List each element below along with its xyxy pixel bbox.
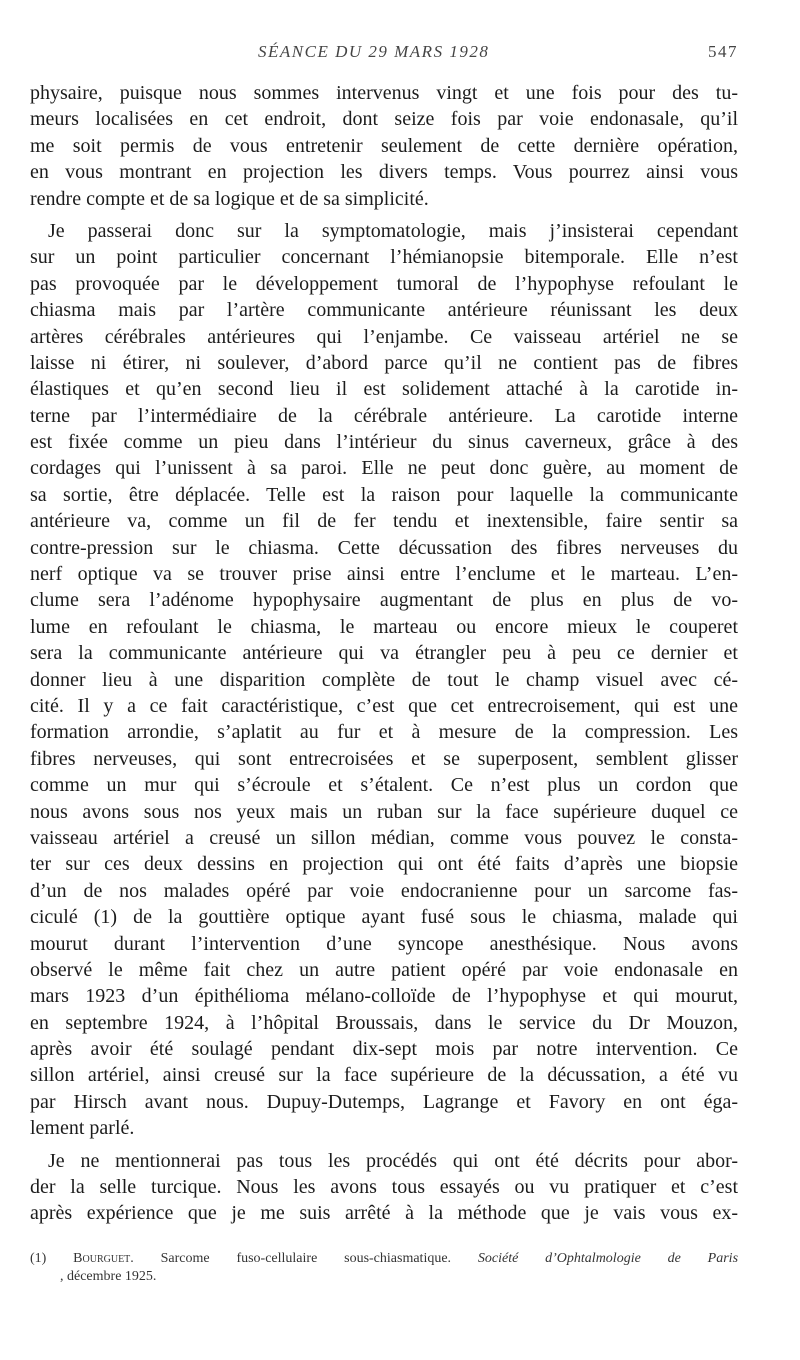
text-line: cordages qui l’unissent à sa paroi. Elle ne peut donc guère, au moment de: [30, 457, 738, 480]
text-line: vaisseau artériel a creusé un sillon médian, comme vous pouvez le consta-: [30, 826, 738, 849]
text-line: laisse ni étirer, ni soulever, d’abord parce qu’il ne contient pas de fibres: [30, 351, 738, 374]
text-line: sur un point particulier concernant l’hémianopsie bitemporale. Elle n’est: [30, 246, 738, 269]
text-line: nerf optique va se trouver prise ainsi entre l’enclume et le marteau. L’en-: [30, 563, 738, 586]
text-line: après expérience que je me suis arrêté à la méthode que je vais vous ex-: [30, 1202, 738, 1225]
footnote-source: Société d’Ophtalmologie de Paris: [477, 1251, 739, 1266]
text-line: cité. Il y a ce fait caractéristique, c’est que cet entrecroisement, qui est une: [30, 694, 738, 717]
text-line: élastiques et qu’en second lieu il est solidement attaché à la carotide in-: [30, 378, 738, 401]
text-line: Je ne mentionnerai pas tous les procédés qui ont été décrits pour abor-: [48, 1149, 738, 1172]
text-line: rendre compte et de sa logique et de sa simplicité.: [30, 187, 429, 210]
text-line: mourut durant l’intervention d’une syncope anesthésique. Nous avons: [30, 932, 738, 955]
text-line: lement parlé.: [30, 1117, 135, 1140]
text-line: donner lieu à une disparition complète de tout le champ visuel avec cé-: [30, 668, 738, 691]
paragraph: [30, 218, 738, 1142]
footnote-author: Bourguet: [73, 1251, 131, 1266]
text-line: physaire, puisque nous sommes intervenus vingt et une fois pour des tu-: [30, 82, 738, 104]
text-line: après avoir été soulagé pendant dix-sept mois par notre intervention. Ce: [30, 1038, 738, 1061]
text-line: formation arrondie, s’aplatit au fur et à mesure de la compression. Les: [30, 721, 738, 744]
text-line: ter sur ces deux dessins en projection qui ont été faits d’après une biopsie: [30, 853, 738, 876]
text-line: en septembre 1924, à l’hôpital Broussais, dans le service du Dr Mouzon,: [30, 1011, 738, 1034]
footnote-line: [30, 1250, 738, 1268]
text-line: artères cérébrales antérieures qui l’enjambe. Ce vaisseau artériel ne se: [30, 325, 738, 348]
text-line: clume sera l’adénome hypophysaire augmentant de plus en plus de vo-: [30, 589, 738, 612]
text-line: sera la communicante antérieure qui va étrangler peu à peu ce dernier et: [30, 642, 738, 665]
text-line: contre-pression sur le chiasma. Cette décussation des fibres nerveuses du: [30, 536, 738, 559]
paragraph: [30, 1148, 738, 1227]
text-line: me soit permis de vous entretenir seulement de cette dernière opération,: [30, 134, 738, 157]
text-line: mars 1923 d’un épithélioma mélano-colloïde de l’hypophyse et qui mourut,: [30, 985, 738, 1008]
text-line: comme un mur qui s’écroule et s’étalent. Ce n’est plus un cordon que: [30, 774, 738, 797]
footnote-line: [30, 1268, 738, 1286]
text-line: nous avons sous nos yeux mais un ruban sur la face supérieure duquel ce: [30, 800, 738, 823]
footnote-text: . Sarcome fuso-cellulaire sous-chiasmatique.: [130, 1251, 452, 1266]
text-line: chiasma mais par l’artère communicante antérieure réunissant les deux: [30, 299, 738, 322]
footnote-marker: (1): [30, 1251, 47, 1266]
text-line: sa sortie, être déplacée. Telle est la raison pour laquelle la communicante: [30, 483, 738, 506]
text-line: ciculé (1) de la gouttière optique ayant fusé sous le chiasma, malade qui: [30, 906, 738, 929]
text-line: fibres nerveuses, qui sont entrecroisées et se superposent, semblent glisser: [30, 747, 738, 770]
text-line: antérieure va, comme un fil de fer tendu et inextensible, faire sentir sa: [30, 510, 738, 533]
running-title: SÉANCE DU 29 MARS 1928: [258, 42, 490, 61]
paragraph: [30, 80, 738, 212]
footnote: [30, 1250, 738, 1286]
text-line: der la selle turcique. Nous les avons tous essayés ou vu pratiquer et c’est: [30, 1176, 738, 1199]
running-head: [258, 40, 738, 68]
text-line: observé le même fait chez un autre patient opéré par voie endonasale en: [30, 958, 738, 981]
page-number: 547: [708, 42, 738, 61]
text-line: pas provoquée par le développement tumoral de l’hypophyse refoulant le: [30, 272, 738, 295]
text-line: par Hirsch avant nous. Dupuy-Dutemps, Lagrange et Favory en ont éga-: [30, 1090, 738, 1113]
text-line: d’un de nos malades opéré par voie endocranienne pour un sarcome fas-: [30, 879, 738, 902]
text-line: en vous montrant en projection les divers temps. Vous pourrez ainsi vous: [30, 161, 738, 184]
text-line: terne par l’intermédiaire de la cérébrale antérieure. La carotide interne: [30, 404, 738, 427]
text-line: Je passerai donc sur la symptomatologie, mais j’insisterai cependant: [48, 219, 738, 242]
body-text: [30, 80, 738, 1227]
text-line: sillon artériel, ainsi creusé sur la face supérieure de la décussation, a été vu: [30, 1064, 738, 1087]
text-line: meurs localisées en cet endroit, dont seize fois par voie endonasale, qu’il: [30, 108, 738, 131]
text-line: est fixée comme un pieu dans l’intérieur du sinus caverneux, grâce à des: [30, 431, 738, 454]
footnote-date: , décembre 1925.: [60, 1269, 157, 1284]
text-line: lume en refoulant le chiasma, le marteau ou encore mieux le couperet: [30, 615, 738, 638]
